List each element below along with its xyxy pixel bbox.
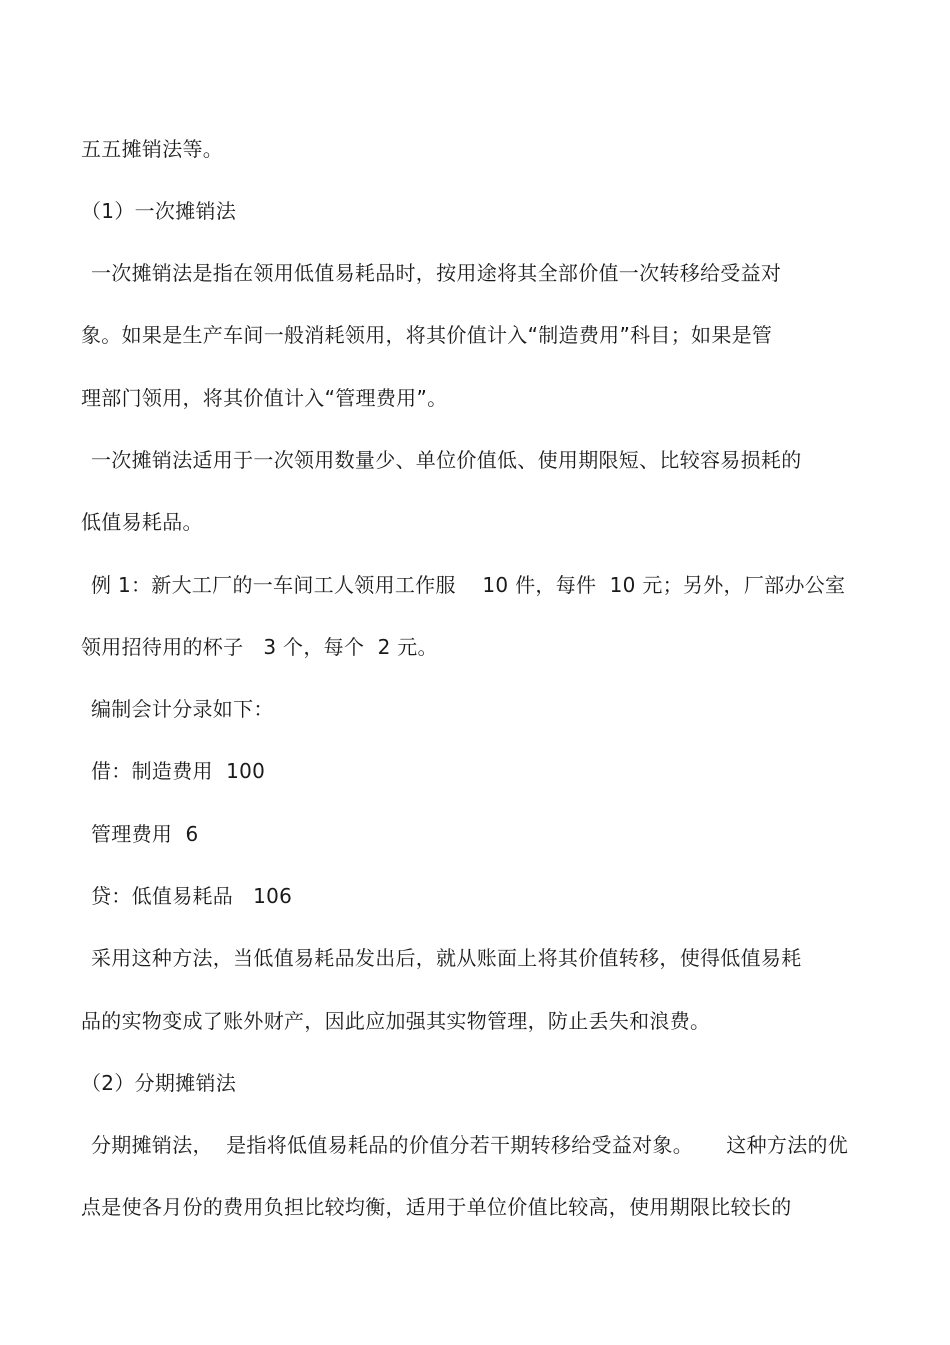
text-line: 编制会计分录如下： [91, 697, 274, 721]
example-line: 领用招待用的杯子 3 个，每个 2 元。 [81, 635, 438, 659]
text-line: 象。如果是生产车间一般消耗领用，将其价值计入“制造费用”科目；如果是管 [81, 323, 773, 347]
text-line: 一次摊销法是指在领用低值易耗品时，按用途将其全部价值一次转移给受益对 [91, 261, 782, 285]
text-line: 理部门领用，将其价值计入“管理费用”。 [81, 386, 448, 410]
text-line: 点是使各月份的费用负担比较均衡，适用于单位价值比较高，使用期限比较长的 [81, 1195, 792, 1219]
journal-entry-debit: 借：制造费用 100 [91, 759, 266, 783]
journal-entry-debit: 管理费用 6 [91, 822, 199, 846]
text-line: 低值易耗品。 [81, 510, 203, 534]
section-heading: （1）一次摊销法 [81, 199, 237, 223]
journal-entry-credit: 贷：低值易耗品 106 [91, 884, 293, 908]
text-line: 采用这种方法，当低值易耗品发出后，就从账面上将其价值转移，使得低值易耗 [91, 946, 802, 970]
text-line: 五五摊销法等。 [81, 137, 224, 161]
text-line: 分期摊销法， 是指将低值易耗品的价值分若干期转移给受益对象。 这种方法的优 [91, 1133, 849, 1157]
example-line: 例 1：新大工厂的一车间工人领用工作服 10 件，每件 10 元；另外，厂部办公室 [91, 573, 846, 597]
text-line: 品的实物变成了账外财产，因此应加强其实物管理，防止丢失和浪费。 [81, 1009, 711, 1033]
text-line: 一次摊销法适用于一次领用数量少、单位价值低、使用期限短、比较容易损耗的 [91, 448, 802, 472]
section-heading: （2）分期摊销法 [81, 1071, 237, 1095]
